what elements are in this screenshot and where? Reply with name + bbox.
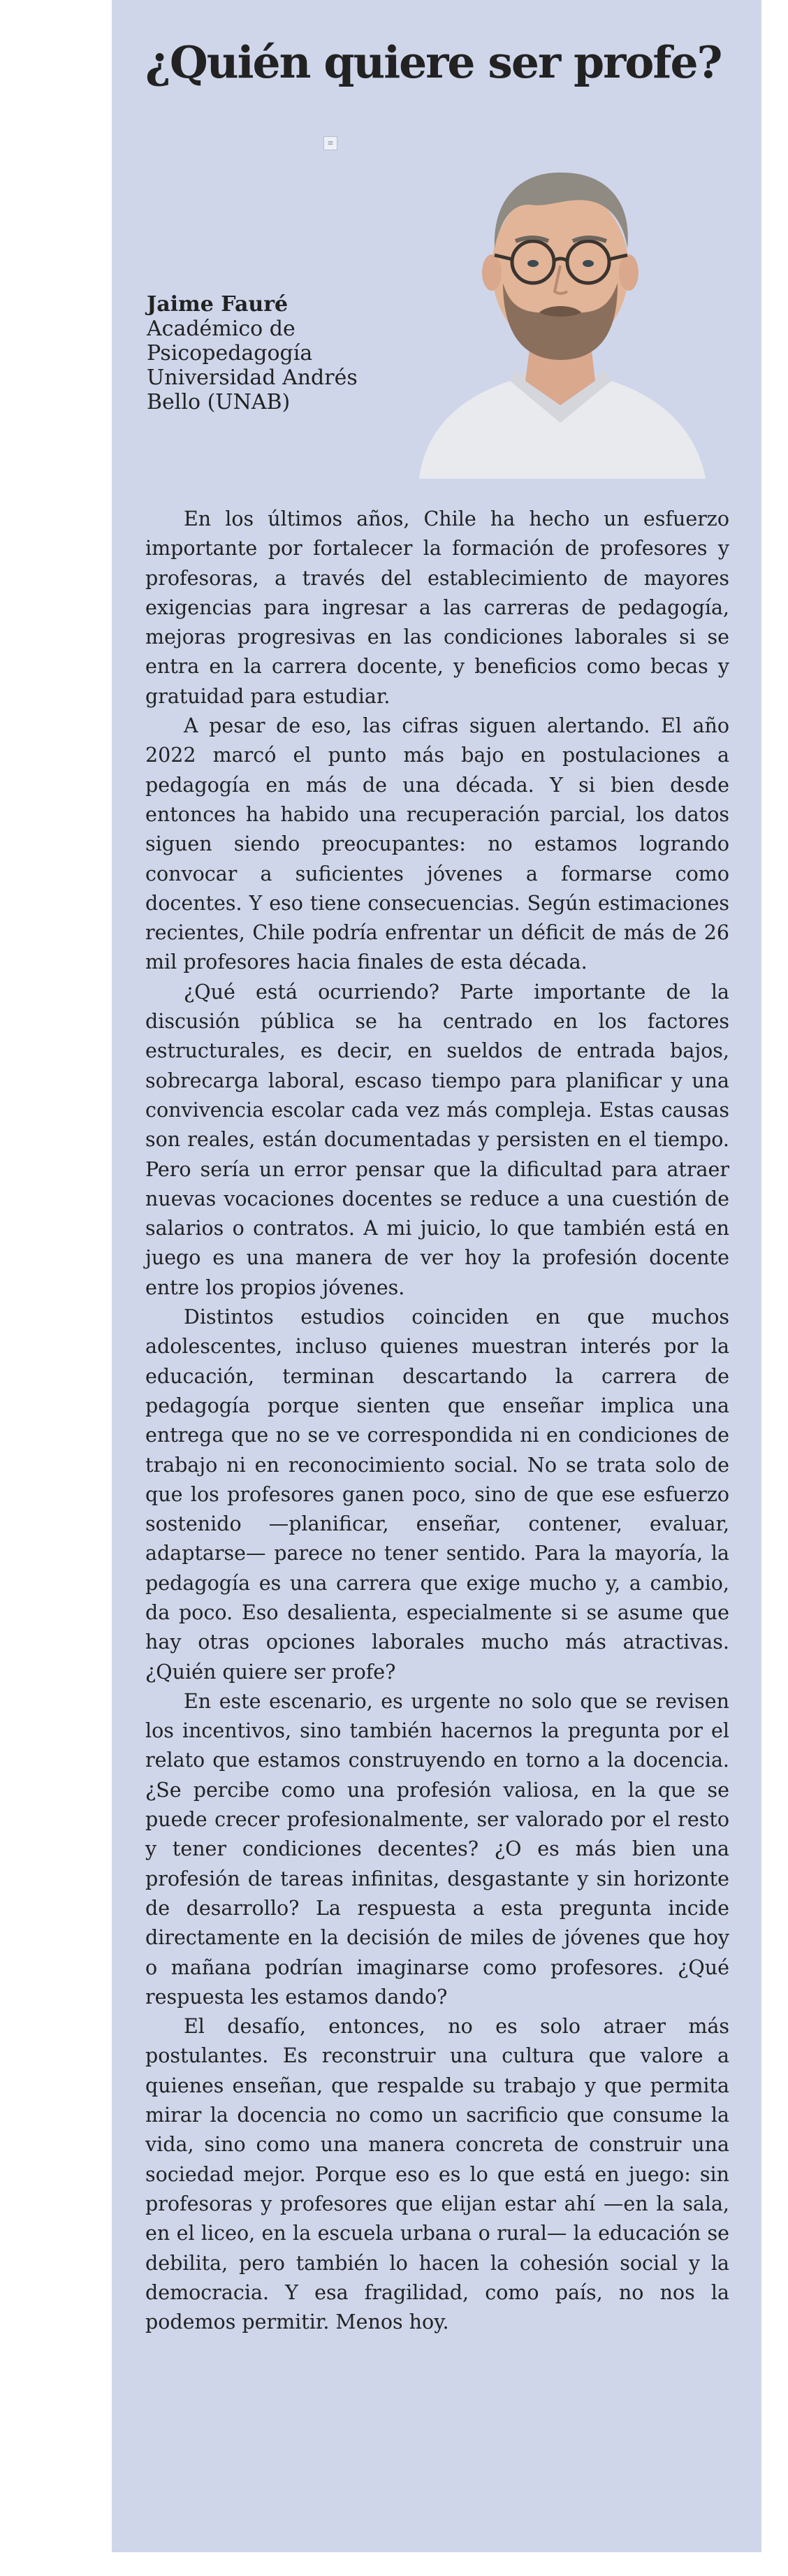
author-name: Jaime Fauré (147, 292, 289, 317)
body-paragraph: El desafío, entonces, no es solo atraer más postulantes. Es reconstruir una cultura que valore a quienes enseñan, que respalde su trabajo y que permita mirar la docencia no como un sacrificio que consume la vida, sino como una manera concreta de construir una sociedad mejor. Porque eso es lo que está en juego: sin profesoras y profesores que elijan estar ahí —en la sala, en el liceo, en la escuela urbana o rural— la educación se debilita, pero también lo hacen la cohesión social y la democracia. Y esa fragilidad, como país, no nos la podemos permitir. Menos hoy. (145, 2015, 729, 2334)
author-photo (405, 129, 716, 479)
body-paragraph: A pesar de eso, las cifras siguen alertando. El año 2022 marcó el punto más bajo en postulaciones a pedagogía en más de una década. Y si bien desde entonces ha habido una recuperación parcial, los datos siguen siendo preocupantes: no estamos logrando convocar a suficientes jóvenes a formarse como docentes. Y eso tiene consecuencias. Según estimaciones recientes, Chile podría enfrentar un déficit de más de 26 mil profesores hacia finales de esta década. (145, 714, 729, 974)
author-block (147, 292, 412, 414)
body-paragraph: ¿Qué está ocurriendo? Parte importante de la discusión pública se ha centrado en los factores estructurales, es decir, en sueldos de entrada bajos, sobrecarga laboral, escaso tiempo para planificar y una convivencia escolar cada vez más compleja. Estas causas son reales, están documentadas y persisten en el tiempo. Pero sería un error pensar que la dificultad para atraer nuevas vocaciones docentes se reduce a una cuestión de salarios o contratos. A mi juicio, lo que también está en juego es una manera de ver hoy la profesión docente entre los propios jóvenes. (145, 980, 729, 1299)
article-body (145, 505, 729, 2337)
body-paragraph: En los últimos años, Chile ha hecho un esfuerzo importante por fortalecer la formación de profesores y profesoras, a través del establecimiento de mayores exigencias para ingresar a las carreras de pedagogía, mejoras progresivas en las condiciones laborales si se entra en la carrera docente, y beneficios como becas y gratuidad para estudiar. (145, 507, 729, 708)
author-role: Académico de Psicopedagogía Universidad Andrés Bello (UNAB) (147, 317, 358, 414)
article-column (112, 0, 761, 2552)
article-title: ¿Quién quiere ser profe? (145, 36, 722, 88)
body-paragraph: Distintos estudios coinciden en que muchos adolescentes, incluso quienes muestran interés por la educación, terminan descartando la carrera de pedagogía porque sienten que enseñar implica una entrega que no se ve correspondida ni en condiciones de trabajo ni en reconocimiento social. No se trata solo de que los profesores ganen poco, sino de que ese esfuerzo sostenido —planificar, enseñar, contener, evaluar, adaptarse— parece no tener sentido. Para la mayoría, la pedagogía es una carrera que exige mucho y, a cambio, da poco. Eso desalienta, especialmente si se asume que hay otras opciones laborales mucho más atractivas. ¿Quién quiere ser profe? (145, 1305, 729, 1684)
body-paragraph: En este escenario, es urgente no solo que se revisen los incentivos, sino también hacernos la pregunta por el relato que estamos construyendo en torno a la docencia. ¿Se percibe como una profesión valiosa, en la que se puede crecer profesionalmente, ser valorado por el resto y tener condiciones decentes? ¿O es más bien una profesión de tareas infinitas, desgastante y sin horizonte de desarrollo? La respuesta a esta pregunta incide directamente en la decisión de miles de jóvenes que hoy o mañana podrían imaginarse como profesores. ¿Qué respuesta les estamos dando? (145, 1689, 729, 2009)
tag-icon: ≡ (323, 136, 337, 150)
